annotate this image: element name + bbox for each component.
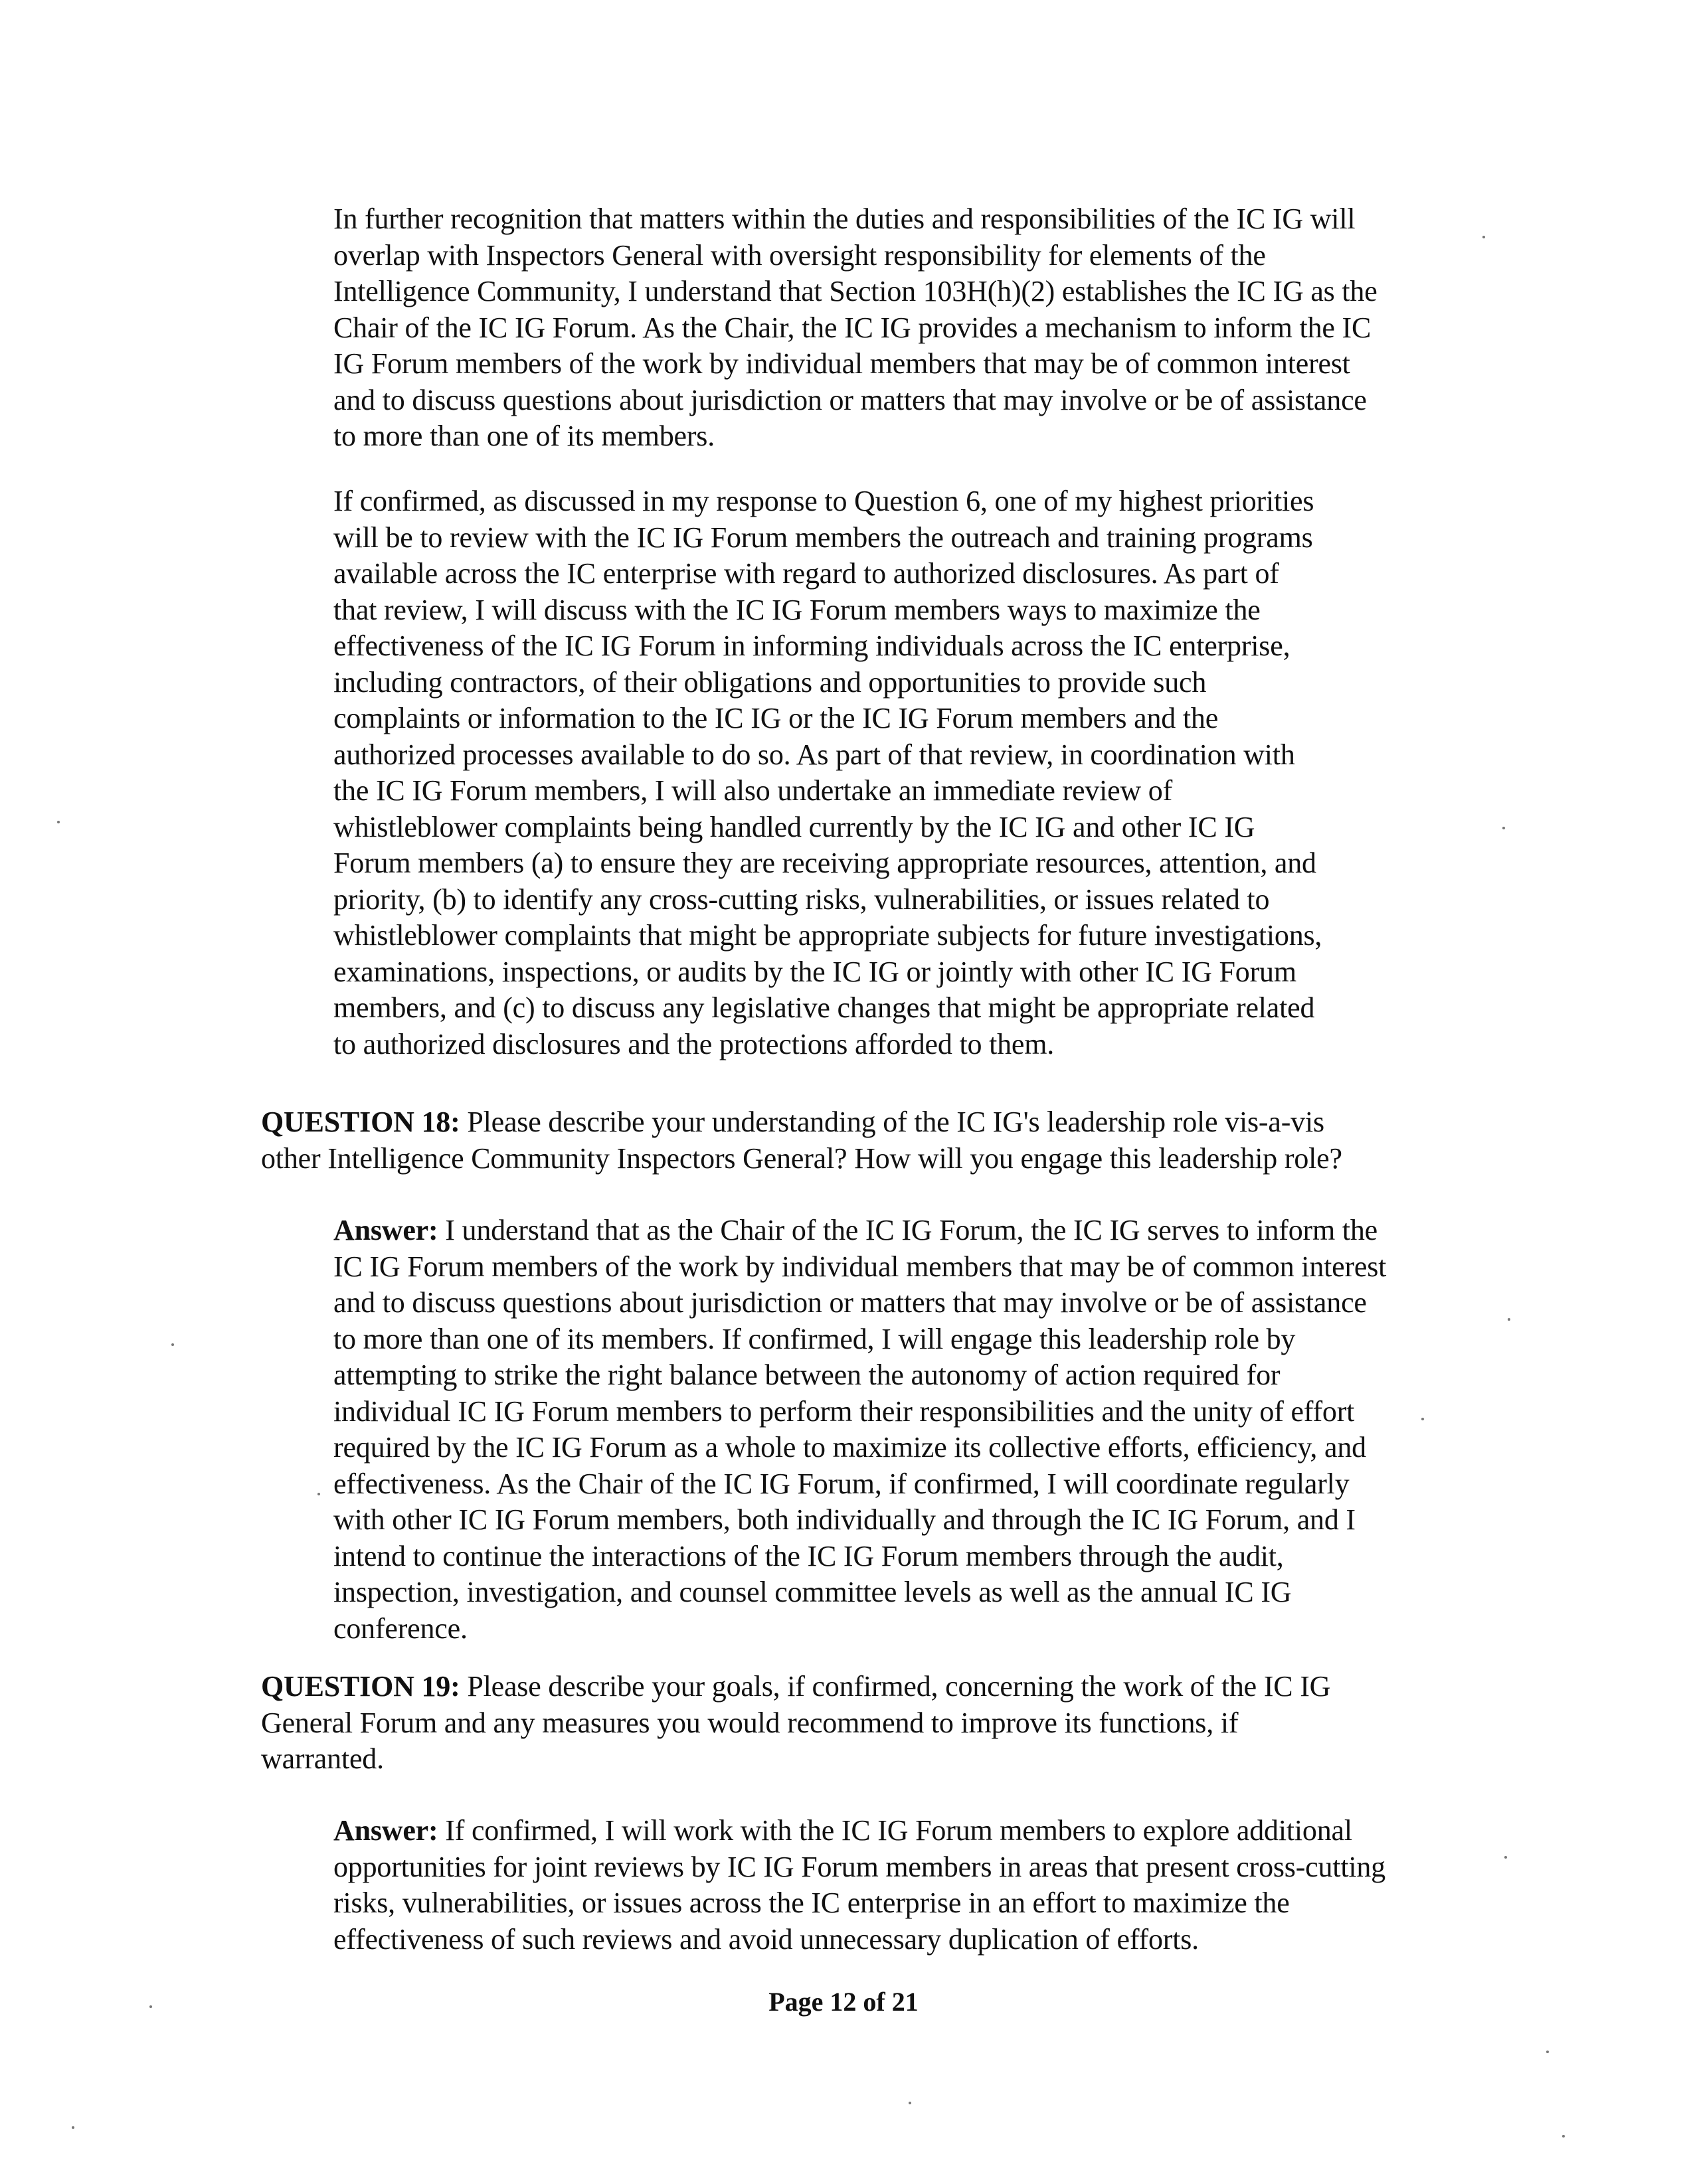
scan-speck xyxy=(317,1493,320,1495)
question-19-label: QUESTION 19: xyxy=(261,1670,460,1703)
answer-19 xyxy=(333,1813,1489,1958)
body-paragraph-outreach-priorities: If confirmed, as discussed in my response to Question 6, one of my highest priorities will be to review with the IC IG Forum members the outreach and training programs available across the IC enterprise with regard to authorized disclosures. As part of that review, I will discuss with the IC IG Forum members ways to maximize the effectiveness of the IC IG Forum in informing individuals across the IC enterprise, including contractors, of their obligations and opportunities to provide such complaints or information to the IC IG or the IC IG Forum members and the authorized processes available to do so. As part of that review, in coordination with the IC IG Forum members, I will also undertake an immediate review of whistleblower complaints being handled currently by the IC IG and other IC IG Forum members (a) to ensure they are receiving appropriate resources, attention, and priority, (b) to identify any cross-cutting risks, vulnerabilities, or issues related to whistleblower complaints that might be appropriate subjects for future investigations, examinations, inspections, or audits by the IC IG or jointly with other IC IG Forum members, and (c) to discuss any legislative changes that might be appropriate related to authorized disclosures and the protections afforded to them. xyxy=(333,485,1322,1060)
question-18-text: Please describe your understanding of the IC IG's leadership role vis-a-vis other Intelligence Community Inspectors General? How will you engage this leadership role? xyxy=(261,1106,1342,1175)
answer-18-text: I understand that as the Chair of the IC IG Forum, the IC IG serves to inform the IC IG Forum members of the work by individual members that may be of common interest and to discuss questions about jurisdiction or matters that may involve or be of assistance to more than one of its members. If confirmed, I will engage this leadership role by attempting to strike the right balance between the autonomy of action required for individual IC IG Forum members to perform their responsibilities and the unity of effort required by the IC IG Forum as a whole to maximize its collective efforts, efficiency, and effectiveness. As the Chair of the IC IG Forum, if confirmed, I will coordinate regularly with other IC IG Forum members, both individually and through the IC IG Forum, and I intend to continue the interactions of the IC IG Forum members through the audit, inspection, investigation, and counsel committee levels as well as the annual IC IG conference. xyxy=(333,1214,1387,1645)
question-19-text: Please describe your goals, if confirmed, concerning the work of the IC IG General Forum and any measures you would recommend to improve its functions, if warranted. xyxy=(261,1670,1331,1775)
answer-18 xyxy=(333,1213,1489,1647)
scan-speck xyxy=(72,2126,74,2129)
answer-18-label: Answer: xyxy=(333,1214,438,1246)
scan-speck xyxy=(1482,236,1485,238)
question-19 xyxy=(261,1669,1470,1778)
page-number: Page 12 of 21 xyxy=(768,1987,919,2017)
scan-speck xyxy=(1504,1856,1507,1859)
scan-speck xyxy=(1502,827,1505,829)
scan-speck xyxy=(909,2102,911,2104)
answer-19-label: Answer: xyxy=(333,1814,438,1847)
question-18 xyxy=(261,1104,1470,1177)
body-paragraph-ic-ig-forum-chair: In further recognition that matters within the duties and responsibilities of the IC IG will overlap with Inspectors General with oversight responsibility for elements of the Intelligence Community, I understand that Section 103H(h)(2) establishes the IC IG as the Chair of the IC IG Forum. As the Chair, the IC IG provides a mechanism to inform the IC IG Forum members of the work by individual members that may be of common interest and to discuss questions about jurisdiction or matters that may involve or be of assistance to more than one of its members. xyxy=(333,203,1377,452)
scan-speck xyxy=(1562,2135,1565,2138)
answer-19-text: If confirmed, I will work with the IC IG Forum members to explore additional opportunities for joint reviews by IC IG Forum members in areas that present cross-cutting risks, vulnerabilities, or issues across the IC enterprise in an effort to maximize the effectiveness of such reviews and avoid unnecessary duplication of efforts. xyxy=(333,1814,1385,1956)
scan-speck xyxy=(1508,1318,1510,1321)
question-18-label: QUESTION 18: xyxy=(261,1106,460,1138)
scan-speck xyxy=(1421,1418,1424,1420)
scan-speck xyxy=(149,2005,152,2008)
scan-speck xyxy=(1546,2051,1549,2053)
scan-speck xyxy=(57,821,60,823)
scan-speck xyxy=(171,1343,174,1346)
